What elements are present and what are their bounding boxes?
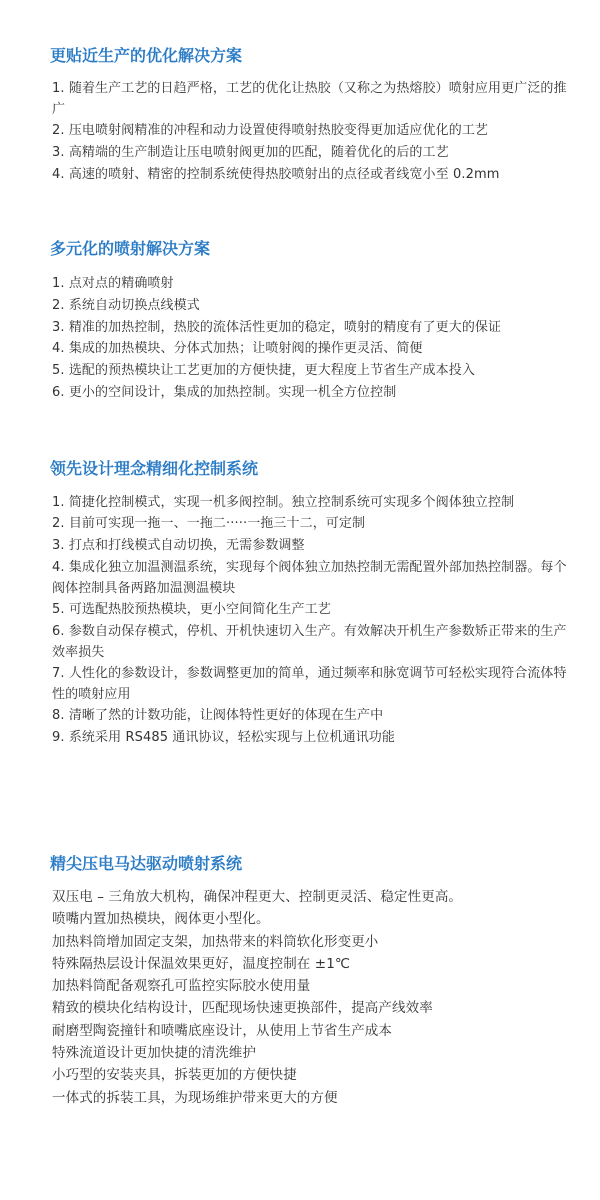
section-title: 领先设计理念精细化控制系统 xyxy=(50,459,259,478)
list-item: 4. 集成的加热模块、分体式加热；让喷射阀的操作更灵活、简便 xyxy=(52,341,423,356)
list-item: 5. 选配的预热模块让工艺更加的方便快捷，更大程度上节省生产成本投入 xyxy=(52,363,475,378)
section-title: 精尖压电马达驱动喷射系统 xyxy=(50,854,243,873)
list-item: 4. 高速的喷射、精密的控制系统使得热胶喷射出的点径或者线宽小至 0.2mm xyxy=(52,167,500,182)
list-item: 2. 系统自动切换点线模式 xyxy=(52,298,200,313)
list-item: 9. 系统采用 RS485 通讯协议，轻松实现与上位机通讯功能 xyxy=(52,730,395,745)
list-item: 2. 压电喷射阀精准的冲程和动力设置使得喷射热胶变得更加适应优化的工艺 xyxy=(52,123,489,138)
list-item: 特殊隔热层设计保温效果更好，温度控制在 ±1℃ xyxy=(52,955,351,972)
list-item: 2. 目前可实现一拖一、一拖二·····一拖三十二，可定制 xyxy=(52,516,366,531)
list-item: 双压电 – 三角放大机构，确保冲程更大、控制更灵活、稳定性更高。 xyxy=(52,889,463,905)
list-item: 1. 随着生产工艺的日趋严格，工艺的优化让热胶（又称之为热熔胶）喷射应用更广泛的推广 xyxy=(52,81,567,117)
list-item: 小巧型的安装夹具，拆装更加的方便快捷 xyxy=(52,1067,297,1084)
section-control-system xyxy=(0,458,600,749)
section-title: 多元化的喷射解决方案 xyxy=(50,239,211,258)
list-item: 耐磨型陶瓷撞针和喷嘴底座设计，从使用上节省生产成本 xyxy=(52,1022,392,1039)
list-item: 3. 精准的加热控制，热胶的流体活性更加的稳定，喷射的精度有了更大的保证 xyxy=(52,320,502,335)
list-item: 7. 人性化的参数设计，参数调整更加的简单，通过频率和脉宽调节可轻松实现符合流体特性的喷射应用 xyxy=(52,666,567,702)
section-piezo-drive xyxy=(0,853,600,1109)
section-production-optimization xyxy=(0,45,600,186)
list-item: 5. 可选配热胶预热模块，更小空间简化生产工艺 xyxy=(52,602,331,617)
list-item: 3. 打点和打线模式自动切换，无需参数调整 xyxy=(52,538,305,553)
list-item: 1. 点对点的精确喷射 xyxy=(52,276,174,291)
list-item: 加热料筒配备观察孔可监控实际胶水使用量 xyxy=(52,978,311,995)
list-item: 8. 清晰了然的计数功能，让阀体特性更好的体现在生产中 xyxy=(52,708,384,723)
section-diversified-jetting xyxy=(0,238,600,404)
list-item: 4. 集成化独立加温测温系统，实现每个阀体独立加热控制无需配置外部加热控制器。每个阀体控制具备两路加温测温模块 xyxy=(52,560,567,596)
list-item: 精致的模块化结构设计，匹配现场快速更换部件，提高产线效率 xyxy=(52,1000,433,1017)
list-item: 6. 更小的空间设计，集成的加热控制。实现一机全方位控制 xyxy=(52,385,397,400)
list-item: 特殊流道设计更加快捷的清洗维护 xyxy=(52,1045,256,1062)
item-list xyxy=(0,273,600,404)
section-title: 更贴近生产的优化解决方案 xyxy=(50,46,243,65)
list-item: 一体式的拆装工具，为现场维护带来更大的方便 xyxy=(52,1089,338,1106)
list-item: 加热料筒增加固定支架，加热带来的料筒软化形变更小 xyxy=(52,933,379,950)
list-item: 3. 高精端的生产制造让压电喷射阀更加的匹配，随着优化的后的工艺 xyxy=(52,145,449,160)
list-item: 6. 参数自动保存模式，停机、开机快速切入生产。有效解决开机生产参数矫正带来的生产效率损失 xyxy=(52,624,567,660)
item-list xyxy=(0,886,600,1109)
item-list xyxy=(0,78,600,186)
item-list xyxy=(0,492,600,749)
list-item: 喷嘴内置加热模块，阀体更小型化。 xyxy=(52,911,270,928)
list-item: 1. 简捷化控制模式，实现一机多阀控制。独立控制系统可实现多个阀体独立控制 xyxy=(52,495,515,510)
